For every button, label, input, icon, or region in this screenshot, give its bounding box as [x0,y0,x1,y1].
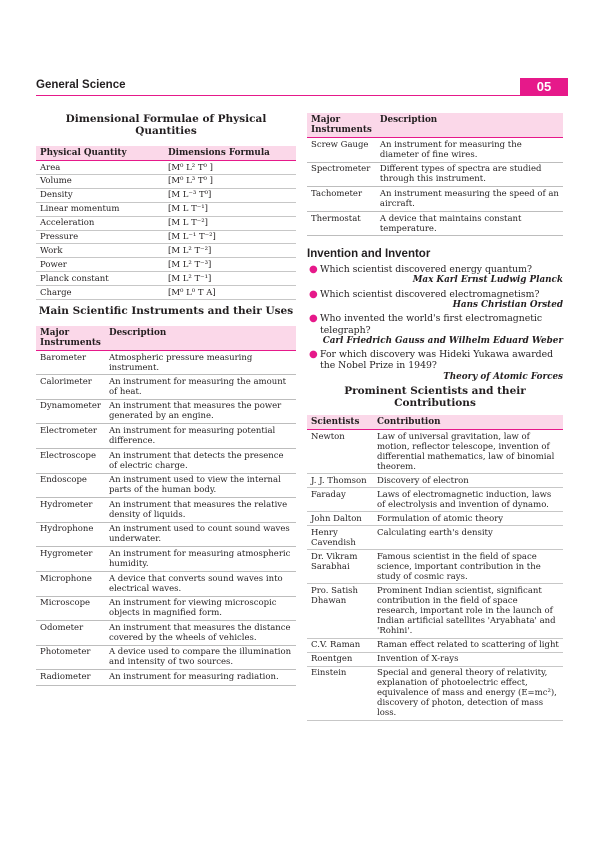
dimension-row-f: [M L T⁻²] [164,216,296,230]
instrument-row [36,498,296,523]
scientist-row-name: Einstein [307,666,373,720]
instrument-row-name: Hygrometer [36,547,105,572]
bullet-icon: ● [309,264,318,276]
instrument-row-desc: An instrument for measuring potential difference. [105,424,296,449]
scientist-row-contrib: Calculating earth's density [373,526,563,550]
scientist-row [307,526,563,550]
header-rule [36,95,568,96]
dimension-row-q: Work [36,244,164,258]
left-column [36,113,296,686]
qa-answer: Carl Friedrich Gauss and Wilhelm Eduard Weber [322,335,563,346]
dimension-row-q: Volume [36,175,164,189]
dimension-row [36,216,296,230]
instrument-row [36,473,296,498]
dimension-row-f: [M⁰ L² T⁰ ] [164,161,296,175]
qa-item [307,264,563,286]
scientist-row [307,584,563,638]
instrument-row-name: Barometer [36,351,105,375]
page-number-badge: 05 [520,78,568,95]
instrument-row [36,596,296,621]
instrument-row-name: Tachometer [307,187,376,212]
instrument-row-name: Thermostat [307,212,376,236]
scientist-row-contrib: Special and general theory of relativity, explanation of photoelectric effect, equivalence of mass and energy (E=mc²), discovery of photon, detection of mass loss. [373,666,563,720]
dimension-row-q: Pressure [36,230,164,244]
instrument-row [36,572,296,597]
instrument-row-desc: Different types of spectra are studied through this instrument. [376,162,563,187]
qa-answer: Hans Christian Orsted [452,299,563,310]
instrument-row-name: Screw Gauge [307,138,376,163]
scientist-row [307,652,563,666]
dimension-row [36,272,296,286]
dimension-row-q: Area [36,161,164,175]
dimension-row-q: Linear momentum [36,202,164,216]
instrument-row [36,522,296,547]
instrument-row-desc: An instrument that measures the power generated by an engine. [105,399,296,424]
instrument-row-name: Microscope [36,596,105,621]
scientist-row [307,512,563,526]
qa-question: Which scientist discovered energy quantum? [320,264,532,276]
scientist-row-name: Pro. Satish Dhawan [307,584,373,638]
instrument-row-name: Microphone [36,572,105,597]
dimension-row-q: Acceleration [36,216,164,230]
instrument-row-desc: An instrument for measuring the diameter of fine wires. [376,138,563,163]
dimension-row [36,286,296,300]
invention-list [307,264,563,382]
bullet-icon: ● [309,288,318,300]
scientists-col-name: Scientists [307,415,373,430]
dimensional-col-formula: Dimensions Formula [164,146,296,161]
bullet-icon: ● [309,349,318,361]
instruments-table [36,326,296,686]
dimension-row [36,188,296,202]
instrument-row-name: Spectrometer [307,162,376,187]
instrument-row [36,621,296,646]
instrument-row [307,138,563,163]
dimension-row-f: [M⁰ L³ T⁰ ] [164,175,296,189]
instrument-row-desc: An instrument for measuring radiation. [105,670,296,686]
instrument-row [36,399,296,424]
instrument-row-desc: An instrument for viewing microscopic objects in magnified form. [105,596,296,621]
instruments-col-name: Major Instruments [36,326,105,351]
qa-item [307,289,563,311]
scientist-row [307,474,563,488]
instrument-row-desc: An instrument that measures the distance covered by the wheels of vehicles. [105,621,296,646]
instruments-continued-col-name: Major Instruments [307,113,376,138]
dimension-row [36,175,296,189]
scientists-col-contribution: Contribution [373,415,563,430]
instrument-row-name: Odometer [36,621,105,646]
instrument-row [36,375,296,400]
instrument-row-desc: A device that converts sound waves into electrical waves. [105,572,296,597]
scientist-row [307,638,563,652]
scientist-row [307,430,563,474]
instrument-row-desc: A device that maintains constant temperature. [376,212,563,236]
scientist-row-contrib: Discovery of electron [373,474,563,488]
header-title: General Science [36,79,126,91]
dimension-row-f: [M⁰ L⁰ T A] [164,286,296,300]
scientist-row-contrib: Laws of electromagnetic induction, laws of electrolysis and invention of dynamo. [373,488,563,512]
instrument-row-desc: An instrument measuring the speed of an aircraft. [376,187,563,212]
dimension-row-f: [M L² T⁻²] [164,244,296,258]
dimension-row [36,230,296,244]
dimension-row [36,258,296,272]
dimensional-col-quantity: Physical Quantity [36,146,164,161]
instrument-row [36,424,296,449]
dimension-row-f: [M L² T⁻³] [164,258,296,272]
dimension-row-f: [M L⁻³ T⁰] [164,188,296,202]
instrument-row [36,449,296,474]
instrument-row-name: Photometer [36,645,105,670]
instrument-row [307,162,563,187]
instrument-row-name: Radiometer [36,670,105,686]
qa-question: Which scientist discovered electromagnetism? [320,288,540,300]
instrument-row-desc: An instrument for measuring atmospheric humidity. [105,547,296,572]
dimension-row-q: Density [36,188,164,202]
scientists-table [307,415,563,721]
scientist-row-name: Newton [307,430,373,474]
page-header [36,78,568,96]
scientist-row-name: Dr. Vikram Sarabhai [307,550,373,584]
scientist-row-name: Henry Cavendish [307,526,373,550]
dimension-row [36,202,296,216]
dimension-row-f: [M L² T⁻¹] [164,272,296,286]
dimension-row [36,244,296,258]
instrument-row-desc: An instrument for measuring the amount of heat. [105,375,296,400]
instrument-row-name: Hydrometer [36,498,105,523]
instrument-row-desc: An instrument that detects the presence of electric charge. [105,449,296,474]
dimensional-heading: Dimensional Formulae of Physical Quantities [65,113,267,137]
dimension-row-q: Power [36,258,164,272]
dimension-row-f: [M L⁻¹ T⁻²] [164,230,296,244]
instrument-row-desc: An instrument that measures the relative density of liquids. [105,498,296,523]
scientist-row-contrib: Law of universal gravitation, law of motion, reflector telescope, invention of differential mathematics, law of binomial theorem. [373,430,563,474]
scientist-row-contrib: Prominent Indian scientist, significant contribution in the field of space research, important role in the launch of Indian artificial satellites 'Aryabhata' and 'Rohini'. [373,584,563,638]
instrument-row-desc: An instrument used to count sound waves underwater. [105,522,296,547]
instrument-row-name: Dynamometer [36,399,105,424]
qa-item [307,313,563,346]
dimension-row [36,161,296,175]
instrument-row-desc: Atmospheric pressure measuring instrument. [105,351,296,375]
scientist-row-name: C.V. Raman [307,638,373,652]
scientist-row [307,488,563,512]
qa-item [307,349,563,382]
scientist-row-contrib: Formulation of atomic theory [373,512,563,526]
scientist-row [307,550,563,584]
scientists-heading: Prominent Scientists and their Contributions [344,385,526,410]
qa-answer: Theory of Atomic Forces [443,371,563,382]
qa-question: Who invented the world's first electromagnetic telegraph? [320,313,543,336]
invention-heading: Invention and Inventor [307,248,431,261]
qa-question: For which discovery was Hideki Yukawa awarded the Nobel Prize in 1949? [320,349,554,372]
instrument-row-name: Electrometer [36,424,105,449]
scientist-row-contrib: Famous scientist in the field of space science, important contribution in the study of cosmic rays. [373,550,563,584]
instrument-row-name: Hydrophone [36,522,105,547]
scientist-row-name: J. J. Thomson [307,474,373,488]
scientist-row [307,666,563,720]
instrument-row-name: Calorimeter [36,375,105,400]
instrument-row [307,212,563,236]
qa-answer: Max Karl Ernst Ludwig Planck [412,275,563,286]
instrument-row [36,351,296,375]
scientist-row-name: Roentgen [307,652,373,666]
instrument-row-name: Endoscope [36,473,105,498]
dimension-row-q: Planck constant [36,272,164,286]
right-column [307,113,563,721]
scientist-row-name: John Dalton [307,512,373,526]
instruments-heading: Main Scientific Instruments and their Uses [38,305,294,318]
scientist-row-contrib: Invention of X-rays [373,652,563,666]
dimension-row-f: [M L T⁻¹] [164,202,296,216]
instruments-table-continued [307,113,563,236]
instruments-col-description: Description [105,326,296,351]
instruments-continued-col-description: Description [376,113,563,138]
instrument-row [36,547,296,572]
instrument-row-desc: An instrument used to view the internal parts of the human body. [105,473,296,498]
instrument-row [307,187,563,212]
bullet-icon: ● [309,313,318,325]
dimension-row-q: Charge [36,286,164,300]
instrument-row-desc: A device used to compare the illumination and intensity of two sources. [105,645,296,670]
instrument-row [36,670,296,686]
dimensional-table [36,146,296,300]
instrument-row-name: Electroscope [36,449,105,474]
instrument-row [36,645,296,670]
scientist-row-name: Faraday [307,488,373,512]
scientist-row-contrib: Raman effect related to scattering of light [373,638,563,652]
